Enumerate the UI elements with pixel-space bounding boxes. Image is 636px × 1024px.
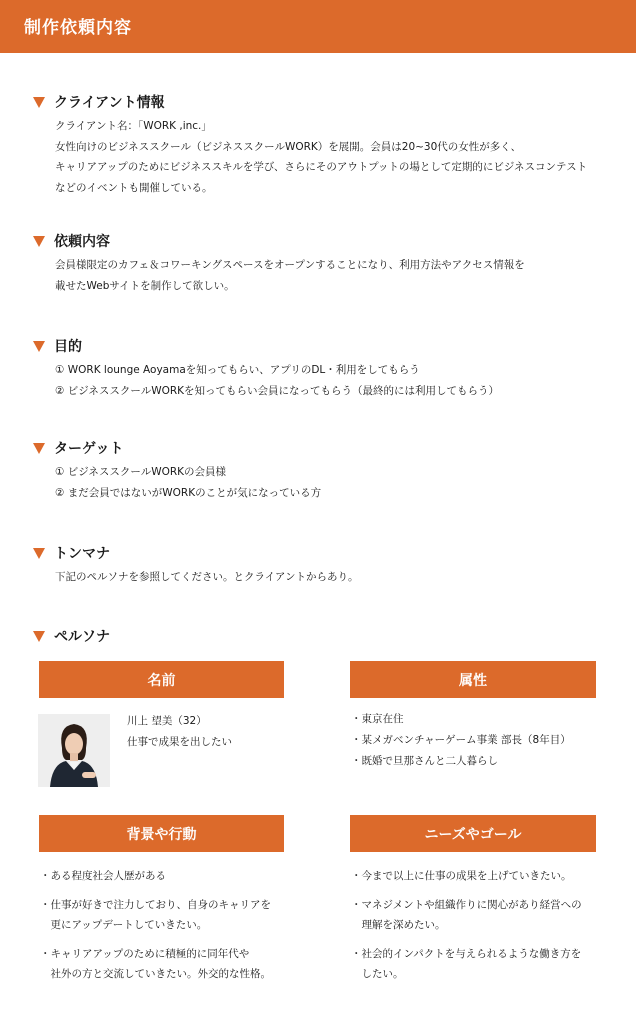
list-item: ・既婚で旦那さんと二人暮らし — [351, 755, 498, 767]
triangle-marker-icon — [33, 97, 45, 108]
list-item-line: 理解を深めたい。 — [351, 919, 446, 931]
list-item: ・某メガベンチャーゲーム事業 部長（8年目） — [351, 734, 571, 746]
body-line: 下記のペルソナを参照してください。とクライアントからあり。 — [55, 571, 359, 583]
persona-tagline: 仕事で成果を出したい — [127, 736, 232, 748]
section-title-request: 依頼内容 — [54, 234, 110, 250]
page-title: 制作依頼内容 — [24, 18, 132, 38]
list-item-line: ・仕事が好きで注力しており、自身のキャリアを — [40, 899, 271, 911]
list-item-line: ・今まで以上に仕事の成果を上げていきたい。 — [351, 870, 572, 882]
persona-name: 川上 望美（32） — [127, 715, 207, 727]
persona-attribute-list — [351, 709, 571, 772]
triangle-marker-icon — [33, 341, 45, 352]
list-item — [40, 944, 271, 984]
persona-background-list — [40, 866, 271, 993]
body-line: 女性向けのビジネススクール（ビジネススクールWORK）を展開。会員は20~30代の女性が多く、 — [55, 140, 522, 153]
section-body-target — [55, 462, 321, 503]
persona-photo — [38, 714, 110, 787]
section-body-request — [55, 255, 525, 296]
list-item-line: ・ある程度社会人歴がある — [40, 870, 166, 882]
list-item: ・東京在住 — [351, 713, 404, 725]
persona-needs-list — [351, 866, 582, 993]
section-title-persona: ペルソナ — [54, 629, 110, 645]
persona-attribute-header: 属性 — [350, 661, 596, 698]
body-line: ② まだ会員ではないがWORKのことが気になっている方 — [55, 486, 322, 499]
section-body-tone — [55, 567, 358, 588]
body-line: キャリアアップのためにビジネススキルを学び、さらにそのアウトプットの場として定期的にビジネスコンテスト — [55, 161, 588, 173]
triangle-marker-icon — [33, 236, 45, 247]
section-body-purpose — [55, 360, 499, 401]
list-item — [40, 895, 271, 935]
list-item — [351, 866, 582, 886]
section-title-target: ターゲット — [54, 441, 124, 457]
section-title-tone: トンマナ — [54, 546, 110, 562]
list-item-line: ・マネジメントや組織作りに関心があり経営への — [351, 899, 582, 911]
list-item — [351, 895, 582, 935]
triangle-marker-icon — [33, 443, 45, 454]
triangle-marker-icon — [33, 548, 45, 559]
list-item-line: 更にアップデートしていきたい。 — [40, 919, 208, 931]
body-line: 会員様限定のカフェ＆コワーキングスペースをオープンすることになり、利用方法やアクセス情報を — [55, 259, 525, 271]
body-line: ① ビジネススクールWORKの会員様 — [55, 466, 227, 478]
persona-name-header: 名前 — [39, 661, 284, 698]
page-header — [0, 0, 636, 53]
body-line: 載せたWebサイトを制作して欲しい。 — [55, 279, 235, 292]
list-item-line: ・キャリアアップのために積極的に同年代や — [40, 948, 250, 960]
list-item-line: したい。 — [351, 968, 404, 980]
body-line: クライアント名：「WORK ,inc.」 — [55, 120, 212, 132]
body-line: などのイベントも開催している。 — [55, 181, 213, 194]
persona-needs-header: ニーズやゴール — [350, 815, 596, 852]
body-line: ① WORK lounge Aoyamaを知ってもらい、アプリのDL・利用をしてもらう — [55, 364, 420, 376]
persona-profile — [127, 711, 232, 753]
list-item-line: 社外の方と交流していきたい。外交的な性格。 — [40, 968, 271, 980]
body-line: ② ビジネススクールWORKを知ってもらい会員になってもらう（最終的には利用してもらう） — [55, 384, 500, 397]
section-body-client — [55, 116, 587, 198]
list-item — [40, 866, 271, 886]
triangle-marker-icon — [33, 631, 45, 642]
section-title-client: クライアント情報 — [54, 95, 165, 111]
persona-background-header: 背景や行動 — [39, 815, 284, 852]
section-title-purpose: 目的 — [54, 339, 82, 355]
list-item-line: ・社会的インパクトを与えられるような働き方を — [351, 948, 582, 960]
list-item — [351, 944, 582, 984]
